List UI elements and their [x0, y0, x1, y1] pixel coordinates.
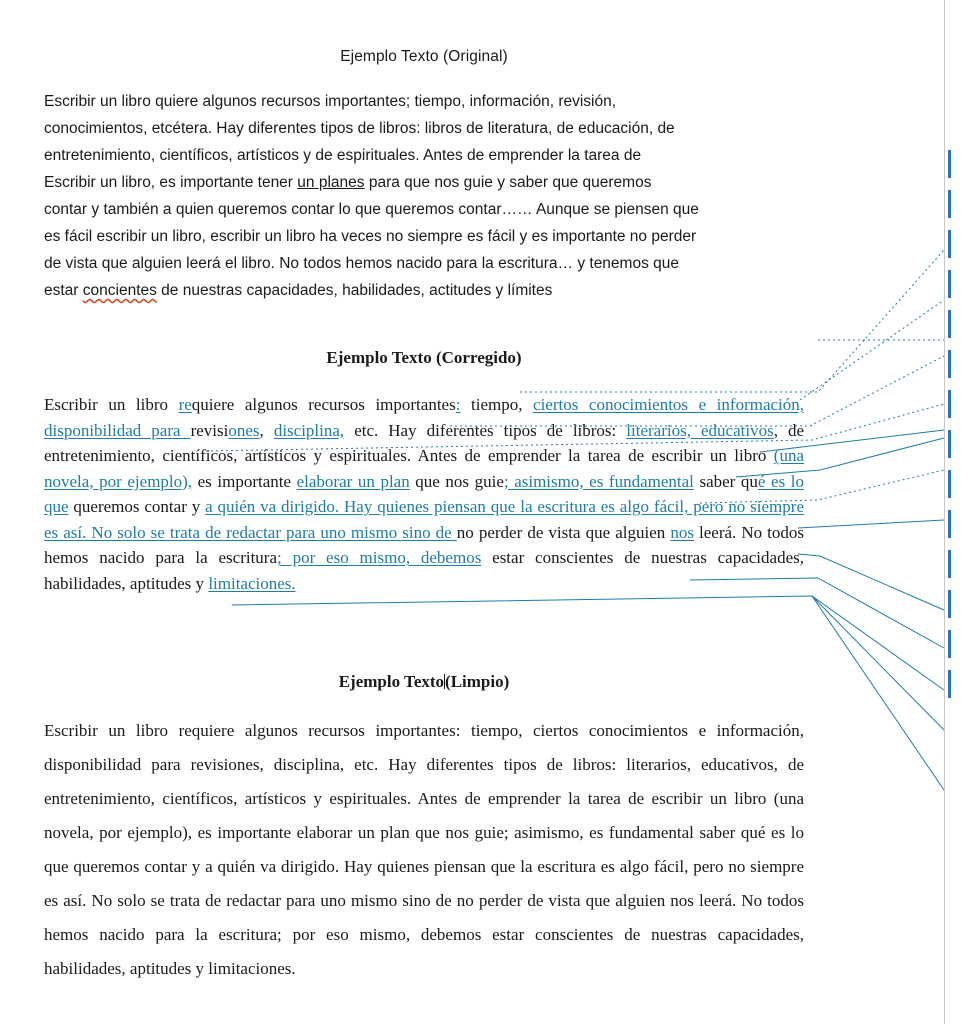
original-line-1: Escribir un libro quiere algunos recursos importantes; tiempo, información, revisión,: [44, 93, 617, 110]
inserted-text: :: [455, 395, 461, 414]
change-bar: [948, 390, 951, 418]
unchanged-text: estar conscientes de nuestras capacidades, habilidades, aptitudes y: [44, 548, 804, 593]
heading-corregido: Ejemplo Texto (Corregido): [326, 348, 522, 367]
change-bar: [948, 230, 951, 258]
original-line-6: es fácil escribir un libro, escribir un libro ha veces no siempre es fácil y es importante no perder: [44, 228, 697, 245]
unchanged-text: Escribir un libro: [44, 395, 179, 414]
change-bar: [948, 150, 951, 178]
change-bar: [948, 470, 951, 498]
inserted-text: re: [178, 395, 192, 414]
original-line-2: conocimientos, etcétera. Hay diferentes tipos de libros: libros de literatura, de educación, de: [44, 120, 675, 137]
inserted-text: ciertos conocimientos e información, disponibilidad para: [44, 395, 805, 440]
inserted-text: literarios, educativos: [626, 420, 774, 440]
change-bar: [948, 590, 951, 618]
change-bar: [948, 430, 951, 458]
heading-original: Ejemplo Texto (Original): [340, 48, 508, 65]
inserted-text: ; por eso mismo, debemos: [277, 548, 482, 567]
unchanged-text: es importante: [192, 471, 297, 491]
change-bar: [948, 270, 951, 298]
change-bar: [948, 550, 951, 578]
unchanged-text: revisi: [190, 420, 229, 440]
heading-limpio-text-b: (Limpio): [445, 672, 510, 691]
paragraph-limpio: Escribir un libro requiere algunos recursos importantes: tiempo, ciertos conocimientos e información, disponibilidad para revisiones, disciplina, etc. Hay diferentes tipos de libros: literarios, educativos, de entretenimiento, científicos, artísticos y espirituales. Antes de emprender la tarea de escribir un libro (una novela, por ejemplo), es importante elaborar un plan que nos guie; asimismo, es fundamental saber qué es lo que queremos contar y a quién va dirigido. Hay quienes piensan que la escritura es algo fácil, pero no siempre es así. No solo se trata de redactar para uno mismo sino de no perder de vista que alguien nos leerá. No todos hemos nacido para la escritura; por eso mismo, debemos estar conscientes de nuestras capacidades, habilidades, aptitudes y limitaciones.: [44, 721, 804, 978]
original-underlined-phrase: un planes: [297, 174, 365, 191]
change-bar: [948, 510, 951, 538]
inserted-text: elaborar un plan: [296, 471, 410, 491]
original-line-7: de vista que alguien leerá el libro. No todos hemos nacido para la escritura… y tenemos que: [44, 255, 680, 272]
inserted-text: é es lo que: [44, 471, 805, 516]
inserted-text: (una novela, por ejemplo),: [44, 446, 804, 491]
unchanged-text: leerá. No todos hemos nacido para la escritura: [44, 522, 805, 567]
heading-limpio-text-a: Ejemplo Texto: [338, 672, 445, 691]
unchanged-text: no perder de vista que alguien: [456, 522, 671, 542]
paragraph-original: [44, 88, 804, 304]
original-line-4b: para que nos guie y saber que queremos: [364, 174, 652, 191]
original-line-8b: de nuestras capacidades, habilidades, actitudes y límites: [156, 282, 553, 299]
unchanged-text: tiempo,: [460, 395, 534, 414]
original-line-5: contar y también a quien queremos contar lo que queremos contar…… Aunque se piensen que: [44, 201, 699, 218]
change-bar-gutter: [948, 150, 952, 810]
inserted-text: ones: [228, 420, 260, 440]
original-line-3: entretenimiento, científicos, artísticos y de espirituales. Antes de emprender la tarea de: [44, 147, 642, 164]
unchanged-text: saber qu: [693, 471, 758, 491]
change-bar: [948, 670, 951, 698]
unchanged-text: etc. Hay diferentes tipos de libros:: [344, 420, 627, 440]
inserted-text: disciplina,: [273, 420, 345, 440]
unchanged-text: quiere algunos recursos importantes: [191, 395, 456, 414]
inserted-text: nos: [670, 522, 694, 542]
change-bar: [948, 350, 951, 378]
unchanged-text: , de entretenimiento, científicos, artísticos y espirituales. Antes de emprender la tarea de escribir un libro: [44, 420, 805, 465]
unchanged-text: queremos contar y: [68, 497, 206, 516]
section-original: [44, 48, 804, 304]
inserted-text: limitaciones.: [208, 573, 296, 593]
change-bar: [948, 310, 951, 338]
section-limpio: [44, 672, 804, 986]
paragraph-corregido: [44, 392, 804, 596]
section-corregido: [44, 348, 804, 596]
change-bar: [948, 190, 951, 218]
unchanged-text: ,: [259, 420, 274, 440]
inserted-text: ; asimismo, es fundamental: [503, 471, 694, 491]
change-bar: [948, 630, 951, 658]
original-line-4a: Escribir un libro, es importante tener: [44, 174, 298, 191]
unchanged-text: que nos guie: [409, 471, 504, 491]
heading-limpio: [44, 672, 804, 692]
inserted-text: a quién va dirigido. Hay quienes piensan que la escritura es algo fácil, pero no siempre es así. No solo se trata de redactar para uno mismo sino de: [44, 497, 804, 542]
misspelled-word: concientes: [82, 282, 157, 299]
original-line-8a: estar: [44, 282, 83, 299]
page-margin-rule: [944, 0, 945, 1024]
